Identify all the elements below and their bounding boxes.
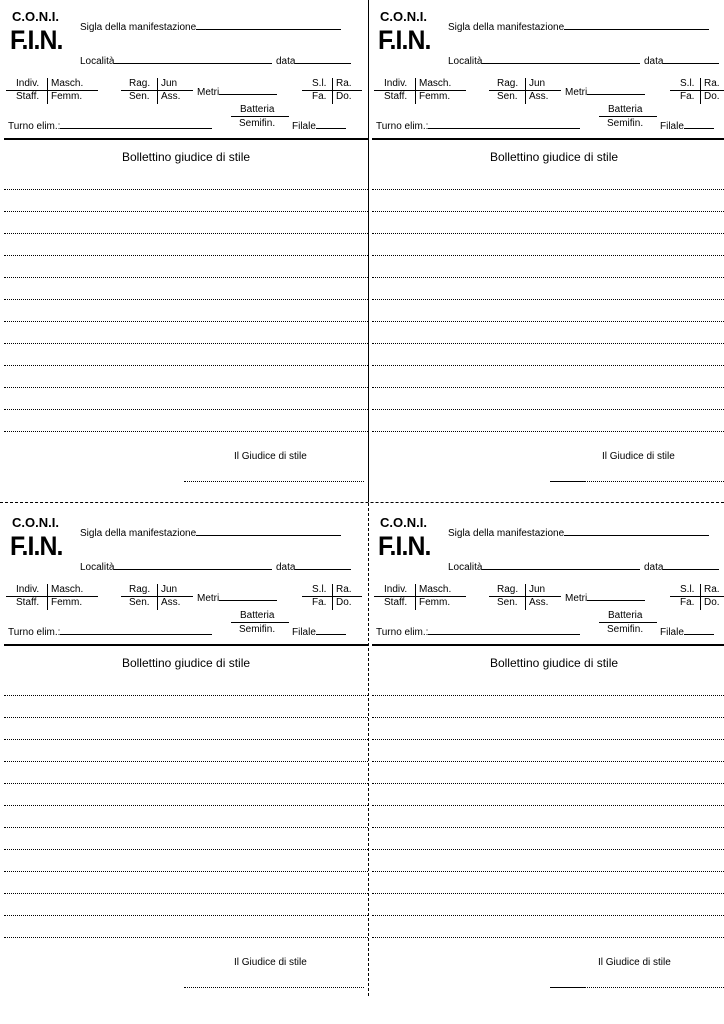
comment-line[interactable]: [4, 365, 368, 366]
horizontal-cut-line: [0, 502, 724, 503]
signature-line[interactable]: [184, 481, 364, 482]
comment-line[interactable]: [4, 915, 368, 916]
turno-elim-field[interactable]: [8, 119, 212, 132]
grid-line: [700, 584, 701, 610]
form-title: Bollettino giudice di stile: [121, 150, 251, 164]
vertical-divider-bottom: [368, 503, 369, 996]
comment-line[interactable]: [372, 299, 724, 300]
localita-label: Località: [80, 56, 115, 67]
grid-line: [47, 78, 48, 104]
comment-line[interactable]: [372, 365, 724, 366]
header-separator: [372, 138, 724, 140]
grid-line: [157, 78, 158, 104]
ra-option[interactable]: Ra.: [336, 584, 352, 595]
sigla-label: Sigla della manifestazione: [80, 528, 197, 539]
turno-elim-field[interactable]: [8, 625, 212, 638]
filale-label: Filale: [292, 121, 316, 132]
fa-option[interactable]: Fa.: [680, 597, 695, 608]
ass-option[interactable]: Ass.: [161, 597, 181, 608]
signature-line[interactable]: [584, 481, 724, 482]
judge-label: Il Giudice di stile: [234, 957, 307, 968]
header-separator: [4, 138, 368, 140]
masch-option[interactable]: Masch.: [51, 584, 84, 595]
jun-option[interactable]: Jun: [529, 584, 546, 595]
semifin-option[interactable]: Semifin.: [607, 624, 644, 635]
fin-logo-text: F.I.N.: [378, 25, 431, 55]
grid-line: [525, 78, 526, 104]
judge-label: Il Giudice di stile: [602, 451, 675, 462]
signature-line[interactable]: [584, 987, 724, 988]
comment-line[interactable]: [372, 827, 724, 828]
comment-line[interactable]: [4, 387, 368, 388]
sigla-field[interactable]: [448, 20, 709, 33]
comment-line[interactable]: [4, 211, 368, 212]
sl-option[interactable]: S.l.: [680, 78, 695, 89]
ass-option[interactable]: Ass.: [529, 91, 549, 102]
turno-elim-label: Turno elim.:: [376, 121, 429, 132]
form-title: Bollettino giudice di stile: [121, 656, 251, 670]
signature-line-solid: [550, 481, 584, 482]
semifin-option[interactable]: Semifin.: [607, 118, 644, 129]
masch-option[interactable]: Masch.: [51, 78, 84, 89]
grid-line: [374, 596, 466, 597]
indiv-option[interactable]: Indiv.: [16, 584, 40, 595]
comment-line[interactable]: [4, 827, 368, 828]
comment-line[interactable]: [372, 211, 724, 212]
femm-option[interactable]: Femm.: [419, 597, 451, 608]
comment-line[interactable]: [4, 739, 368, 740]
comment-line[interactable]: [4, 893, 368, 894]
ass-option[interactable]: Ass.: [161, 91, 181, 102]
grid-line: [670, 90, 724, 91]
comment-line[interactable]: [4, 695, 368, 696]
ass-option[interactable]: Ass.: [529, 597, 549, 608]
semifin-option[interactable]: Semifin.: [239, 118, 276, 129]
jun-option[interactable]: Jun: [161, 78, 178, 89]
grid-line: [525, 584, 526, 610]
fa-option[interactable]: Fa.: [680, 91, 695, 102]
comment-line[interactable]: [4, 189, 368, 190]
comment-line[interactable]: [4, 805, 368, 806]
sigla-label: Sigla della manifestazione: [448, 528, 565, 539]
grid-line: [47, 584, 48, 610]
do-option[interactable]: Do.: [336, 91, 352, 102]
comment-line[interactable]: [4, 937, 368, 938]
fin-logo-text: F.I.N.: [10, 531, 63, 561]
comment-line[interactable]: [372, 761, 724, 762]
comment-line[interactable]: [372, 805, 724, 806]
femm-option[interactable]: Femm.: [419, 91, 451, 102]
comment-line[interactable]: [372, 233, 724, 234]
turno-elim-field[interactable]: [376, 119, 580, 132]
grid-line: [599, 116, 657, 117]
comment-line[interactable]: [4, 431, 368, 432]
fa-option[interactable]: Fa.: [312, 597, 327, 608]
grid-line: [6, 596, 98, 597]
header-separator: [4, 644, 368, 646]
comment-line[interactable]: [372, 915, 724, 916]
metri-field[interactable]: [197, 85, 277, 98]
metri-field[interactable]: [565, 591, 645, 604]
comment-line[interactable]: [4, 783, 368, 784]
grid-line: [332, 584, 333, 610]
grid-line: [231, 622, 289, 623]
metri-label: Metri: [197, 87, 220, 98]
ra-option[interactable]: Ra.: [704, 78, 720, 89]
comment-line[interactable]: [4, 343, 368, 344]
form-title: Bollettino giudice di stile: [489, 656, 619, 670]
localita-label: Località: [448, 562, 483, 573]
data-field[interactable]: [276, 54, 351, 67]
judge-form-card: [4, 506, 364, 1001]
femm-option[interactable]: Femm.: [51, 91, 83, 102]
grid-line: [670, 596, 724, 597]
masch-option[interactable]: Masch.: [419, 78, 452, 89]
sen-option[interactable]: Sen.: [129, 91, 150, 102]
rag-option[interactable]: Rag.: [497, 584, 519, 595]
data-field[interactable]: [644, 54, 719, 67]
staff-option[interactable]: Staff.: [16, 91, 40, 102]
comment-line[interactable]: [372, 343, 724, 344]
ra-option[interactable]: Ra.: [336, 78, 352, 89]
header-separator: [372, 644, 724, 646]
judge-form-card: [372, 506, 724, 1001]
data-label: data: [276, 562, 296, 573]
judge-form-card: [4, 0, 364, 495]
comment-line[interactable]: [372, 695, 724, 696]
grid-line: [6, 90, 98, 91]
sl-option[interactable]: S.l.: [312, 78, 327, 89]
sigla-field[interactable]: [80, 526, 341, 539]
batteria-option[interactable]: Batteria: [608, 104, 643, 115]
localita-field[interactable]: [80, 560, 272, 573]
staff-option[interactable]: Staff.: [16, 597, 40, 608]
comment-line[interactable]: [372, 277, 724, 278]
signature-line-solid: [550, 987, 584, 988]
sen-option[interactable]: Sen.: [497, 91, 518, 102]
fin-logo-text: F.I.N.: [378, 531, 431, 561]
data-label: data: [276, 56, 296, 67]
grid-line: [231, 116, 289, 117]
form-title: Bollettino giudice di stile: [489, 150, 619, 164]
fa-option[interactable]: Fa.: [312, 91, 327, 102]
comment-line[interactable]: [4, 717, 368, 718]
jun-option[interactable]: Jun: [161, 584, 178, 595]
sigla-label: Sigla della manifestazione: [448, 22, 565, 33]
comment-line[interactable]: [4, 233, 368, 234]
filale-field[interactable]: [660, 625, 714, 638]
grid-line: [374, 90, 466, 91]
filale-field[interactable]: [292, 625, 346, 638]
grid-line: [599, 622, 657, 623]
staff-option[interactable]: Staff.: [384, 91, 408, 102]
filale-field[interactable]: [292, 119, 346, 132]
comment-line[interactable]: [372, 893, 724, 894]
vertical-divider-top: [368, 0, 369, 502]
rag-option[interactable]: Rag.: [129, 584, 151, 595]
staff-option[interactable]: Staff.: [384, 597, 408, 608]
comment-line[interactable]: [4, 299, 368, 300]
indiv-option[interactable]: Indiv.: [384, 584, 408, 595]
coni-logo-text: C.O.N.I.: [12, 515, 59, 530]
data-label: data: [644, 562, 664, 573]
localita-field[interactable]: [448, 54, 640, 67]
comment-line[interactable]: [372, 387, 724, 388]
comment-line[interactable]: [372, 409, 724, 410]
comment-line[interactable]: [372, 321, 724, 322]
comment-line[interactable]: [372, 717, 724, 718]
comment-line[interactable]: [372, 739, 724, 740]
coni-logo-text: C.O.N.I.: [380, 9, 427, 24]
batteria-option[interactable]: Batteria: [608, 610, 643, 621]
do-option[interactable]: Do.: [336, 597, 352, 608]
rag-option[interactable]: Rag.: [497, 78, 519, 89]
sigla-label: Sigla della manifestazione: [80, 22, 197, 33]
grid-line: [415, 78, 416, 104]
data-label: data: [644, 56, 664, 67]
coni-logo-text: C.O.N.I.: [12, 9, 59, 24]
sigla-field[interactable]: [80, 20, 341, 33]
batteria-option[interactable]: Batteria: [240, 610, 275, 621]
sen-option[interactable]: Sen.: [497, 597, 518, 608]
metri-field[interactable]: [197, 591, 277, 604]
filale-label: Filale: [292, 627, 316, 638]
masch-option[interactable]: Masch.: [419, 584, 452, 595]
localita-field[interactable]: [80, 54, 272, 67]
sen-option[interactable]: Sen.: [129, 597, 150, 608]
signature-line[interactable]: [184, 987, 364, 988]
do-option[interactable]: Do.: [704, 91, 720, 102]
grid-line: [700, 78, 701, 104]
comment-line[interactable]: [4, 871, 368, 872]
turno-elim-label: Turno elim.:: [376, 627, 429, 638]
jun-option[interactable]: Jun: [529, 78, 546, 89]
grid-line: [332, 78, 333, 104]
comment-line[interactable]: [372, 849, 724, 850]
comment-line[interactable]: [4, 277, 368, 278]
metri-label: Metri: [565, 593, 588, 604]
do-option[interactable]: Do.: [704, 597, 720, 608]
turno-elim-label: Turno elim.:: [8, 627, 61, 638]
fin-logo-text: F.I.N.: [10, 25, 63, 55]
ra-option[interactable]: Ra.: [704, 584, 720, 595]
localita-label: Località: [448, 56, 483, 67]
comment-line[interactable]: [4, 849, 368, 850]
comment-line[interactable]: [372, 189, 724, 190]
data-field[interactable]: [644, 560, 719, 573]
comment-line[interactable]: [4, 255, 368, 256]
comment-line[interactable]: [372, 255, 724, 256]
comment-line[interactable]: [372, 937, 724, 938]
data-field[interactable]: [276, 560, 351, 573]
metri-field[interactable]: [565, 85, 645, 98]
comment-line[interactable]: [372, 431, 724, 432]
grid-line: [415, 584, 416, 610]
turno-elim-label: Turno elim.:: [8, 121, 61, 132]
comment-line[interactable]: [372, 871, 724, 872]
comment-line[interactable]: [4, 761, 368, 762]
batteria-option[interactable]: Batteria: [240, 104, 275, 115]
localita-label: Località: [80, 562, 115, 573]
localita-field[interactable]: [448, 560, 640, 573]
indiv-option[interactable]: Indiv.: [384, 78, 408, 89]
filale-label: Filale: [660, 627, 684, 638]
sl-option[interactable]: S.l.: [312, 584, 327, 595]
grid-line: [157, 584, 158, 610]
judge-form-card: [372, 0, 724, 495]
metri-label: Metri: [565, 87, 588, 98]
filale-label: Filale: [660, 121, 684, 132]
semifin-option[interactable]: Semifin.: [239, 624, 276, 635]
comment-line[interactable]: [4, 321, 368, 322]
judge-label: Il Giudice di stile: [234, 451, 307, 462]
comment-line[interactable]: [4, 409, 368, 410]
comment-line[interactable]: [372, 783, 724, 784]
coni-logo-text: C.O.N.I.: [380, 515, 427, 530]
indiv-option[interactable]: Indiv.: [16, 78, 40, 89]
judge-label: Il Giudice di stile: [598, 957, 671, 968]
metri-label: Metri: [197, 593, 220, 604]
rag-option[interactable]: Rag.: [129, 78, 151, 89]
turno-elim-field[interactable]: [376, 625, 580, 638]
sl-option[interactable]: S.l.: [680, 584, 695, 595]
filale-field[interactable]: [660, 119, 714, 132]
femm-option[interactable]: Femm.: [51, 597, 83, 608]
sigla-field[interactable]: [448, 526, 709, 539]
